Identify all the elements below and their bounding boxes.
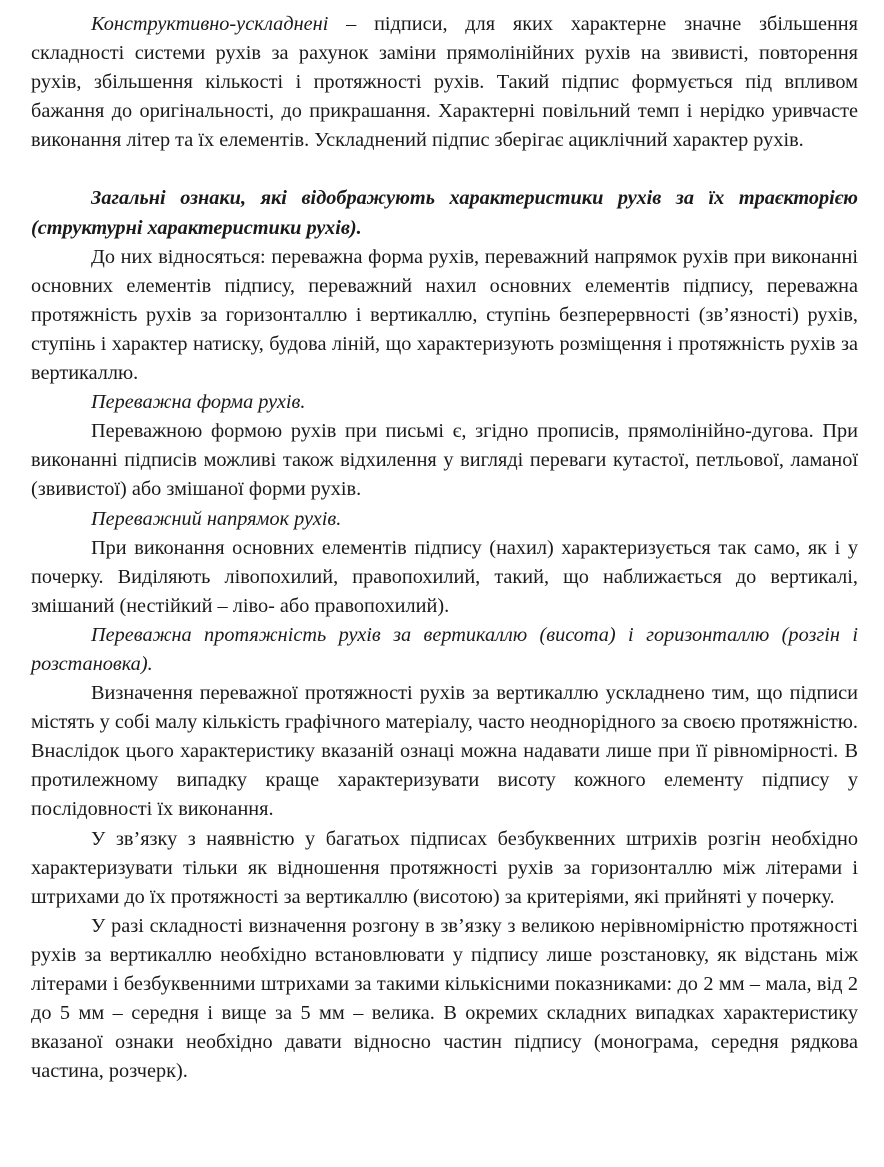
paragraph-list-of-features: До них відносяться: переважна форма рухів, переважний напрямок рухів при виконанні основних елементів підпису, переважний нахил основних елементів підпису, переважна протяжність рухів за горизонталлю і вертикаллю, ступінь безперервності (зв’язності) рухів, ступінь і характер натиску, будова ліній, що характеризують розміщення і протяжність рухів за вертикаллю. <box>31 245 858 385</box>
document-page <box>31 10 858 1086</box>
paragraph-constructive-text: – підписи, для яких характерне значне збільшення складності системи рухів за рахунок заміни прямолінійних рухів на звивисті, повторення рухів, збільшення кількості і протяжності рухів. Такий підпис формується під впливом бажання до оригінальності, до прикрашання. Характерні повільний темп і нерідко уривчасте виконання літер та їх елементів. Ускладнений підпис зберігає ациклічний характер рухів. <box>31 13 858 152</box>
paragraph-constructive <box>31 10 858 155</box>
spacer <box>31 155 858 184</box>
paragraph-direction: При виконання основних елементів підпису (нахил) характеризується так само, як і у почерку. Виділяють лівопохилий, правопохилий, такий, що наближається до вертикалі, змішаний (нестійкий – ліво- або правопохилий). <box>31 536 858 617</box>
paragraph-extent-vertical: Визначення переважної протяжності рухів за вертикаллю ускладнено тим, що підписи містять у собі малу кількість графічного матеріалу, часто неоднорідного за своєю протяжністю. Внаслідок цього характеристику вказаній ознаці можна надавати лише при її рівномірності. В протилежному випадку краще характеризувати висоту кожного елементу підпису у послідовності їх виконання. <box>31 682 858 821</box>
paragraph-form: Переважною формою рухів при письмі є, згідно прописів, прямолінійно-дугова. При виконанні підписів можливі також відхилення у вигляді переваги кутастої, петльової, ламаної (звивистої) або змішаної форми рухів. <box>31 420 858 501</box>
subheading-extent: Переважна протяжність рухів за вертикаллю (висота) і горизонталлю (розгін і розстановка). <box>31 623 858 675</box>
term-constructive: Конструктивно-ускладнені <box>91 13 329 35</box>
section-heading: Загальні ознаки, які відображують характеристики рухів за їх траєкторією (структурні характеристики рухів). <box>31 187 858 239</box>
paragraph-spacing: У разі складності визначення розгону в зв’язку з великою нерівномірністю протяжності рухів за вертикаллю необхідно встановлювати у підпису лише розстановку, як відстань між літерами і безбуквенними штрихами за такими кількісними показниками: до 2 мм – мала, від 2 до 5 мм – середня і вище за 5 мм – велика. В окремих складних випадках характеристику вказаної ознаки необхідно давати відносно частин підпису (монограма, середня рядкова частина, розчерк). <box>31 914 858 1083</box>
subheading-form: Переважна форма рухів. <box>91 391 306 414</box>
subheading-direction: Переважний напрямок рухів. <box>91 507 342 530</box>
paragraph-extent-horizontal: У зв’язку з наявністю у багатьох підписах безбуквенних штрихів розгін необхідно характеризувати тільки як відношення протяжності рухів за горизонталлю між літерами і штрихами до їх протяжності за вертикаллю (висотою) за критеріями, які прийняті у почерку. <box>31 827 858 908</box>
